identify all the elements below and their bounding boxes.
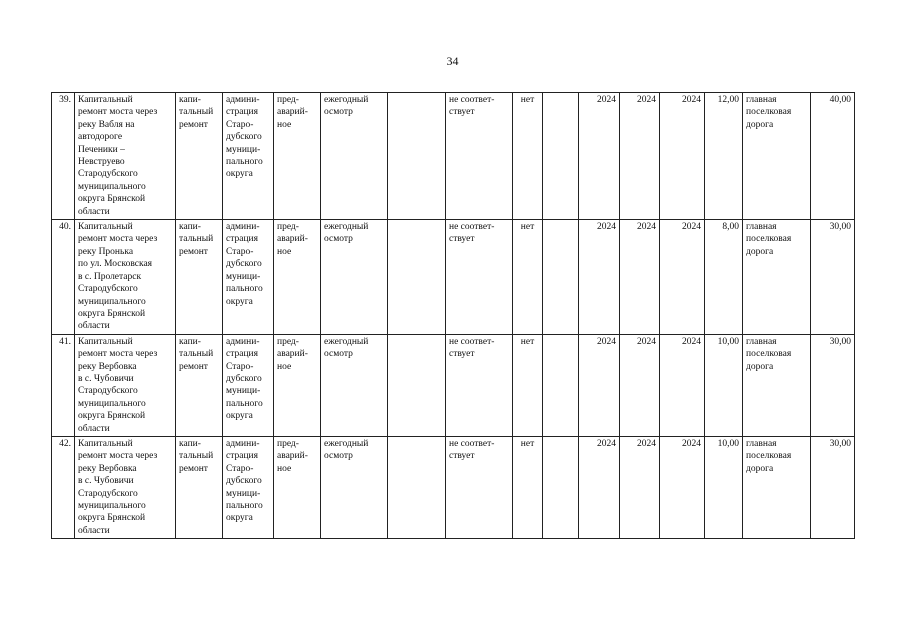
- work-type: капи- тальный ремонт: [176, 93, 223, 220]
- year-end: 2024: [660, 220, 705, 335]
- empty-cell: [388, 220, 446, 335]
- empty-cell: [388, 93, 446, 220]
- object-description: Капитальный ремонт моста через реку Вербовка в с. Чубовичи Стародубского муниципального округа Брянской области: [75, 436, 176, 538]
- year-start: 2024: [579, 334, 620, 436]
- cost-value: 30,00: [811, 436, 855, 538]
- year-mid: 2024: [620, 334, 660, 436]
- table-row: [52, 436, 855, 538]
- year-end: 2024: [660, 93, 705, 220]
- year-mid: 2024: [620, 93, 660, 220]
- road-type: главная поселковая дорога: [743, 220, 811, 335]
- page-number: 34: [446, 54, 459, 68]
- empty-cell: [543, 220, 579, 335]
- compliance: не соответ- ствует: [446, 436, 513, 538]
- year-start: 2024: [579, 93, 620, 220]
- work-type: капи- тальный ремонт: [176, 220, 223, 335]
- compliance: не соответ- ствует: [446, 334, 513, 436]
- owner: админи- страция Старо- дубского муници- пального округа: [223, 334, 274, 436]
- work-type: капи- тальный ремонт: [176, 334, 223, 436]
- cost-value: 30,00: [811, 220, 855, 335]
- flag-value: нет: [513, 436, 543, 538]
- owner: админи- страция Старо- дубского муници- пального округа: [223, 93, 274, 220]
- inspection: ежегодный осмотр: [321, 93, 388, 220]
- condition: пред- аварий- ное: [274, 93, 321, 220]
- table-row: [52, 220, 855, 335]
- object-description: Капитальный ремонт моста через реку Пронька по ул. Московская в с. Пролетарск Стародубского муниципального округа Брянской области: [75, 220, 176, 335]
- row-number: 42.: [52, 436, 75, 538]
- year-start: 2024: [579, 220, 620, 335]
- compliance: не соответ- ствует: [446, 220, 513, 335]
- flag-value: нет: [513, 93, 543, 220]
- condition: пред- аварий- ное: [274, 436, 321, 538]
- row-number: 39.: [52, 93, 75, 220]
- year-end: 2024: [660, 334, 705, 436]
- inspection: ежегодный осмотр: [321, 334, 388, 436]
- table-row: [52, 93, 855, 220]
- empty-cell: [543, 334, 579, 436]
- year-mid: 2024: [620, 436, 660, 538]
- empty-cell: [388, 334, 446, 436]
- inspection: ежегодный осмотр: [321, 220, 388, 335]
- length-value: 10,00: [705, 334, 743, 436]
- condition: пред- аварий- ное: [274, 334, 321, 436]
- cost-value: 30,00: [811, 334, 855, 436]
- row-number: 41.: [52, 334, 75, 436]
- inspection: ежегодный осмотр: [321, 436, 388, 538]
- year-start: 2024: [579, 436, 620, 538]
- flag-value: нет: [513, 220, 543, 335]
- table-row: [52, 334, 855, 436]
- object-description: Капитальный ремонт моста через реку Вербовка в с. Чубовичи Стародубского муниципального округа Брянской области: [75, 334, 176, 436]
- road-type: главная поселковая дорога: [743, 436, 811, 538]
- owner: админи- страция Старо- дубского муници- пального округа: [223, 220, 274, 335]
- flag-value: нет: [513, 334, 543, 436]
- work-type: капи- тальный ремонт: [176, 436, 223, 538]
- object-description: Капитальный ремонт моста через реку Вабля на автодороге Печеники – Невструево Стародубского муниципального округа Брянской области: [75, 93, 176, 220]
- compliance: не соответ- ствует: [446, 93, 513, 220]
- cost-value: 40,00: [811, 93, 855, 220]
- empty-cell: [543, 93, 579, 220]
- road-type: главная поселковая дорога: [743, 334, 811, 436]
- length-value: 10,00: [705, 436, 743, 538]
- year-end: 2024: [660, 436, 705, 538]
- owner: админи- страция Старо- дубского муници- пального округа: [223, 436, 274, 538]
- empty-cell: [543, 436, 579, 538]
- condition: пред- аварий- ное: [274, 220, 321, 335]
- road-type: главная поселковая дорога: [743, 93, 811, 220]
- empty-cell: [388, 436, 446, 538]
- row-number: 40.: [52, 220, 75, 335]
- bridges-table: [51, 92, 855, 539]
- length-value: 8,00: [705, 220, 743, 335]
- year-mid: 2024: [620, 220, 660, 335]
- length-value: 12,00: [705, 93, 743, 220]
